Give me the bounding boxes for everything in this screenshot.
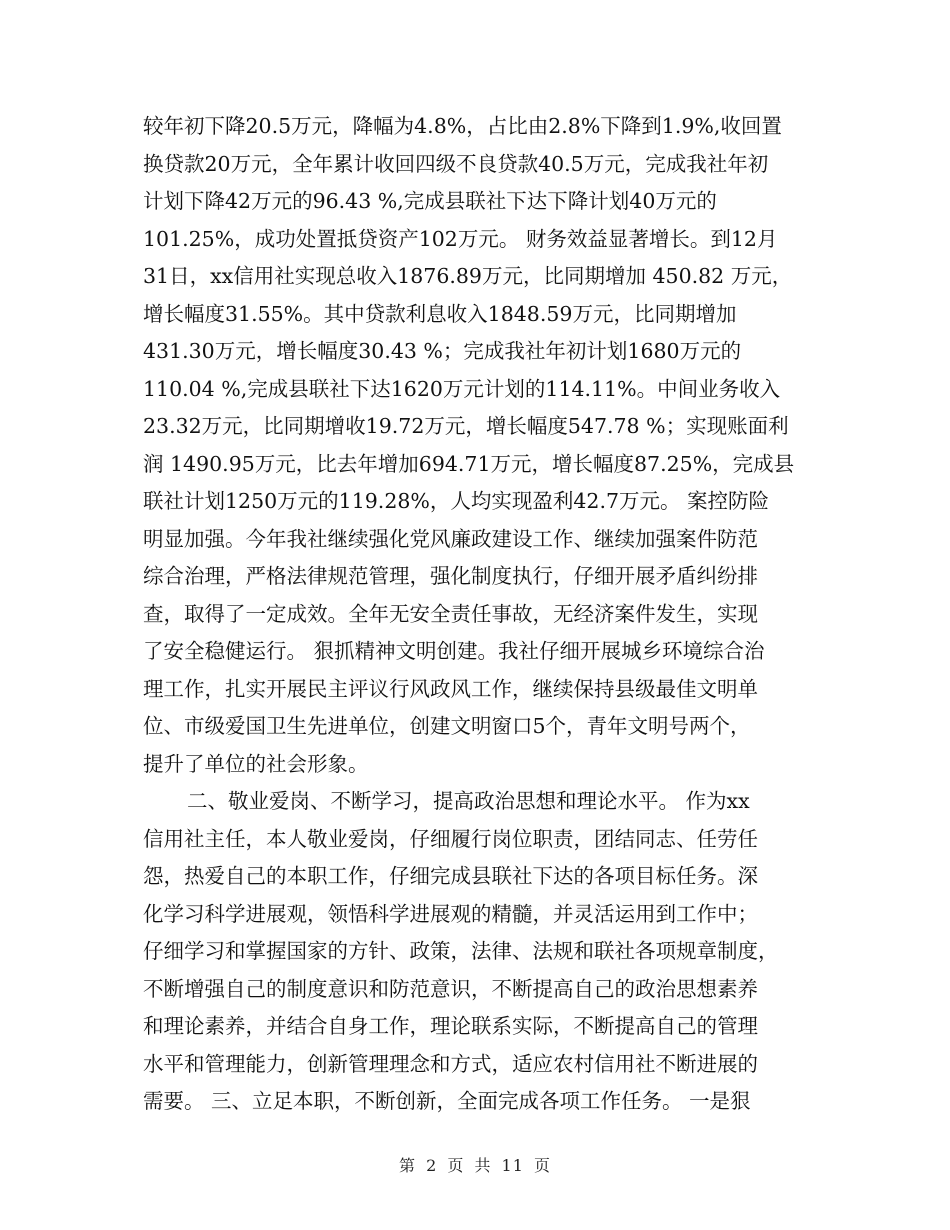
text-line: 水平和管理能力，创新管理理念和方式，适应农村信用社不断进展的 [143,1051,758,1076]
text-line: 仔细学习和掌握国家的方针、政策，法律、法规和联社各项规章制度， [143,939,779,963]
text-line: 换贷款20万元，全年累计收回四级不良贷款40.5万元，完成我社年初 [143,151,769,176]
text-line: 查，取得了一定成效。全年无安全责任事故，无经济案件发生，实现 [143,601,758,626]
text-line: 需要。 三、立足本职，不断创新，全面完成各项工作任务。 一是狠 [143,1089,751,1113]
text-line: 理工作，扎实开展民主评议行风政风工作，继续保持县级最佳文明单 [143,676,758,701]
text-line: 不断增强自己的制度意识和防范意识，不断提高自己的政治思想素养 [143,976,758,1001]
text-line: 化学习科学进展观，领悟科学进展观的精髓，并灵活运用到工作中； [143,901,758,926]
text-line: 110.04 %,完成县联社下达1620万元计划的114.11%。中间业务收入 [143,376,781,401]
text-line: 怨，热爱自己的本职工作，仔细完成县联社下达的各项目标任务。深 [143,864,758,888]
text-line: 明显加强。今年我社继续强化党风廉政建设工作、继续加强案件防范 [143,526,758,551]
text-line: 增长幅度31.55%。其中贷款利息收入1848.59万元，比同期增加 [143,301,737,326]
text-line: 计划下降42万元的96.43 %,完成县联社下达下降计划40万元的 [143,189,717,213]
text-line: 联社计划1250万元的119.28%，人均实现盈利42.7万元。 案控防险 [143,489,770,513]
text-line: 润 1490.95万元，比去年增加694.71万元，增长幅度87.25%，完成县 [143,451,795,476]
text-line: 和理论素养，并结合自身工作，理论联系实际，不断提高自己的管理 [143,1014,758,1038]
page-number-footer: 第 2 页 共 11 页 [399,1156,551,1175]
text-line: 信用社主任，本人敬业爱岗，仔细履行岗位职责，团结同志、任劳任 [143,826,758,851]
text-line: 提升了单位的社会形象。 [143,751,369,776]
text-line: 101.25%，成功处置抵贷资产102万元。 财务效益显著增长。到12月 [143,226,778,251]
section-heading-line: 二、敬业爱岗、不断学习，提高政治思想和理论水平。 作为xx [187,789,750,813]
text-line: 31日，xx信用社实现总收入1876.89万元，比同期增加 450.82 万元， [143,264,793,288]
text-line: 综合治理，严格法律规范管理，强化制度执行，仔细开展矛盾纠纷排 [143,564,758,588]
text-line: 23.32万元，比同期增收19.72万元，增长幅度547.78 %；实现账面利 [143,414,789,438]
text-line: 位、市级爱国卫生先进单位，创建文明窗口5个，青年文明号两个， [143,714,751,738]
text-line: 431.30万元，增长幅度30.43 %；完成我社年初计划1680万元的 [143,339,742,363]
text-line: 较年初下降20.5万元，降幅为4.8%，占比由2.8%下降到1.9%,收回置 [143,114,782,138]
text-line: 了安全稳健运行。 狠抓精神文明创建。我社仔细开展城乡环境综合治 [143,639,765,663]
body-text [143,108,833,1121]
